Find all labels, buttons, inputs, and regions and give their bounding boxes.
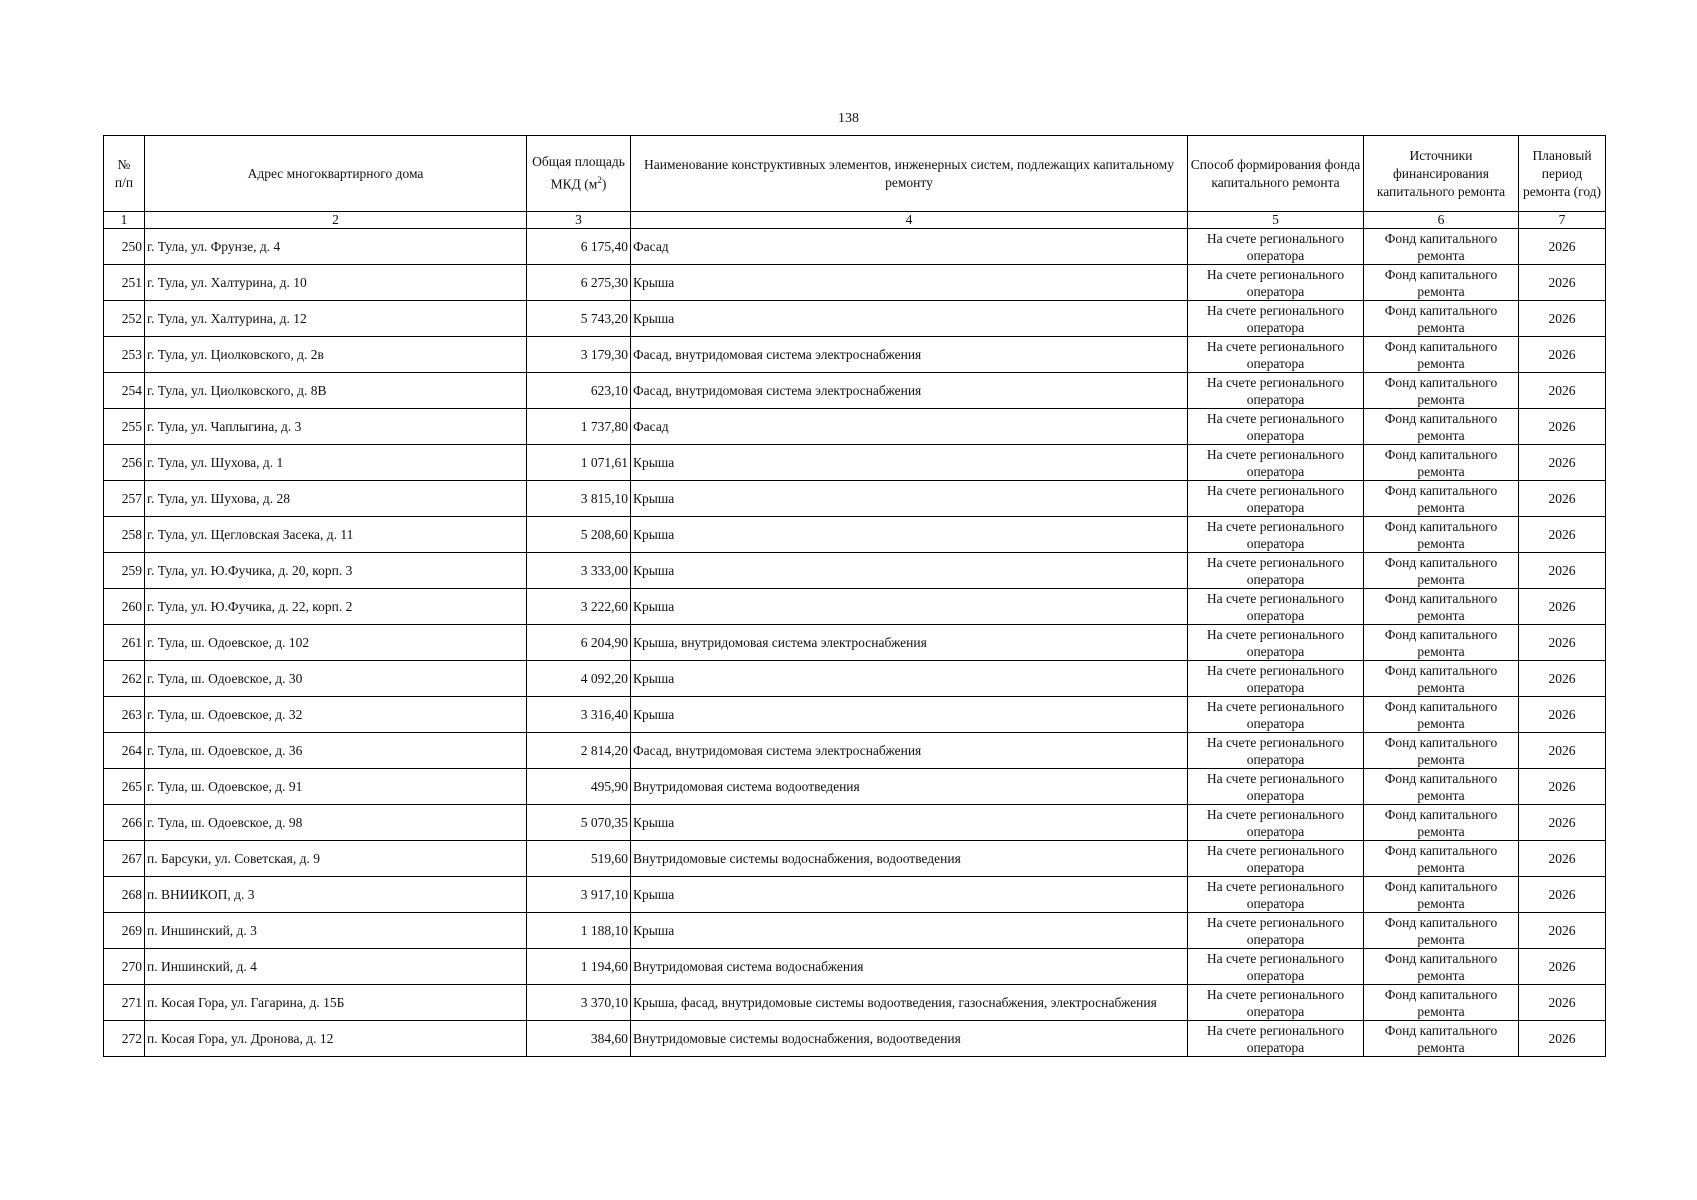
table-row [104,553,1606,589]
row-number: 266 [104,805,145,841]
area-cell: 5 208,60 [527,517,631,553]
address-cell: п. Косая Гора, ул. Дронова, д. 12 [145,1021,527,1057]
funding-source-cell: Фонд капитального ремонта [1364,229,1519,265]
repair-year-cell: 2026 [1519,733,1606,769]
funding-source-cell: Фонд капитального ремонта [1364,913,1519,949]
funding-method-cell: На счете регионального оператора [1188,625,1364,661]
repair-year-cell: 2026 [1519,769,1606,805]
elements-cell: Крыша, внутридомовая система электроснабжения [631,625,1188,661]
address-cell: г. Тула, ул. Фрунзе, д. 4 [145,229,527,265]
elements-cell: Крыша [631,877,1188,913]
column-number: 4 [631,212,1188,229]
header-method: Способ формирования фонда капитального ремонта [1188,136,1364,212]
address-cell: г. Тула, ул. Ю.Фучика, д. 22, корп. 2 [145,589,527,625]
address-cell: п. ВНИИКОП, д. 3 [145,877,527,913]
area-cell: 495,90 [527,769,631,805]
column-numbers-row [104,212,1606,229]
column-number: 1 [104,212,145,229]
funding-method-cell: На счете регионального оператора [1188,877,1364,913]
table-row [104,265,1606,301]
elements-cell: Крыша [631,301,1188,337]
funding-method-cell: На счете регионального оператора [1188,445,1364,481]
elements-cell: Крыша [631,805,1188,841]
funding-source-cell: Фонд капитального ремонта [1364,661,1519,697]
elements-cell: Внутридомовые системы водоснабжения, водоотведения [631,1021,1188,1057]
row-number: 254 [104,373,145,409]
address-cell: г. Тула, ул. Шухова, д. 28 [145,481,527,517]
repair-year-cell: 2026 [1519,841,1606,877]
elements-cell: Крыша [631,697,1188,733]
row-number: 268 [104,877,145,913]
funding-method-cell: На счете регионального оператора [1188,301,1364,337]
row-number: 267 [104,841,145,877]
repair-year-cell: 2026 [1519,625,1606,661]
repair-year-cell: 2026 [1519,517,1606,553]
funding-method-cell: На счете регионального оператора [1188,733,1364,769]
area-cell: 3 333,00 [527,553,631,589]
repair-year-cell: 2026 [1519,445,1606,481]
row-number: 252 [104,301,145,337]
header-address: Адрес многоквартирного дома [145,136,527,212]
elements-cell: Крыша [631,265,1188,301]
table-row [104,913,1606,949]
funding-method-cell: На счете регионального оператора [1188,553,1364,589]
elements-cell: Крыша, фасад, внутридомовые системы водоотведения, газоснабжения, электроснабжения [631,985,1188,1021]
area-cell: 4 092,20 [527,661,631,697]
row-number: 270 [104,949,145,985]
address-cell: г. Тула, ул. Циолковского, д. 8В [145,373,527,409]
funding-source-cell: Фонд капитального ремонта [1364,373,1519,409]
table-row [104,841,1606,877]
funding-source-cell: Фонд капитального ремонта [1364,517,1519,553]
funding-method-cell: На счете регионального оператора [1188,985,1364,1021]
funding-source-cell: Фонд капитального ремонта [1364,877,1519,913]
address-cell: г. Тула, ш. Одоевское, д. 98 [145,805,527,841]
row-number: 259 [104,553,145,589]
repair-year-cell: 2026 [1519,337,1606,373]
column-number: 6 [1364,212,1519,229]
column-number: 3 [527,212,631,229]
funding-source-cell: Фонд капитального ремонта [1364,481,1519,517]
repair-year-cell: 2026 [1519,553,1606,589]
funding-method-cell: На счете регионального оператора [1188,373,1364,409]
funding-source-cell: Фонд капитального ремонта [1364,265,1519,301]
area-cell: 3 316,40 [527,697,631,733]
repair-year-cell: 2026 [1519,697,1606,733]
row-number: 260 [104,589,145,625]
funding-source-cell: Фонд капитального ремонта [1364,805,1519,841]
funding-source-cell: Фонд капитального ремонта [1364,1021,1519,1057]
elements-cell: Фасад, внутридомовая система электроснабжения [631,337,1188,373]
address-cell: г. Тула, ш. Одоевское, д. 32 [145,697,527,733]
funding-method-cell: На счете регионального оператора [1188,589,1364,625]
repair-year-cell: 2026 [1519,985,1606,1021]
area-cell: 1 188,10 [527,913,631,949]
elements-cell: Внутридомовая система водоснабжения [631,949,1188,985]
repair-year-cell: 2026 [1519,913,1606,949]
funding-source-cell: Фонд капитального ремонта [1364,697,1519,733]
repair-year-cell: 2026 [1519,301,1606,337]
header-source: Источники финансирования капитального ремонта [1364,136,1519,212]
elements-cell: Крыша [631,517,1188,553]
elements-cell: Крыша [631,661,1188,697]
address-cell: п. Иншинский, д. 4 [145,949,527,985]
area-cell: 5 070,35 [527,805,631,841]
area-cell: 3 179,30 [527,337,631,373]
table-row [104,805,1606,841]
row-number: 257 [104,481,145,517]
funding-method-cell: На счете регионального оператора [1188,949,1364,985]
repair-year-cell: 2026 [1519,229,1606,265]
elements-cell: Крыша [631,913,1188,949]
elements-cell: Внутридомовые системы водоснабжения, водоотведения [631,841,1188,877]
row-number: 256 [104,445,145,481]
header-num: № п/п [104,136,145,212]
table-row [104,661,1606,697]
area-cell: 5 743,20 [527,301,631,337]
funding-method-cell: На счете регионального оператора [1188,769,1364,805]
address-cell: п. Косая Гора, ул. Гагарина, д. 15Б [145,985,527,1021]
table-row [104,301,1606,337]
table-row [104,985,1606,1021]
address-cell: г. Тула, ш. Одоевское, д. 30 [145,661,527,697]
table-row [104,1021,1606,1057]
area-cell: 1 737,80 [527,409,631,445]
table-row [104,733,1606,769]
elements-cell: Крыша [631,589,1188,625]
table-row [104,409,1606,445]
area-cell: 623,10 [527,373,631,409]
address-cell: г. Тула, ш. Одоевское, д. 36 [145,733,527,769]
table-row [104,481,1606,517]
table-row [104,517,1606,553]
funding-method-cell: На счете регионального оператора [1188,1021,1364,1057]
funding-source-cell: Фонд капитального ремонта [1364,589,1519,625]
funding-source-cell: Фонд капитального ремонта [1364,985,1519,1021]
table-row [104,337,1606,373]
area-cell: 3 222,60 [527,589,631,625]
repair-year-cell: 2026 [1519,265,1606,301]
table-row [104,373,1606,409]
column-number: 2 [145,212,527,229]
funding-source-cell: Фонд капитального ремонта [1364,445,1519,481]
funding-method-cell: На счете регионального оператора [1188,661,1364,697]
column-number: 5 [1188,212,1364,229]
row-number: 255 [104,409,145,445]
row-number: 271 [104,985,145,1021]
repair-year-cell: 2026 [1519,1021,1606,1057]
repair-year-cell: 2026 [1519,949,1606,985]
elements-cell: Фасад [631,229,1188,265]
address-cell: г. Тула, ул. Щегловская Засека, д. 11 [145,517,527,553]
row-number: 264 [104,733,145,769]
funding-method-cell: На счете регионального оператора [1188,517,1364,553]
address-cell: г. Тула, ул. Ю.Фучика, д. 20, корп. 3 [145,553,527,589]
funding-source-cell: Фонд капитального ремонта [1364,733,1519,769]
row-number: 261 [104,625,145,661]
area-cell: 6 275,30 [527,265,631,301]
repair-year-cell: 2026 [1519,409,1606,445]
area-cell: 6 175,40 [527,229,631,265]
area-cell: 6 204,90 [527,625,631,661]
elements-cell: Крыша [631,445,1188,481]
elements-cell: Фасад, внутридомовая система электроснабжения [631,373,1188,409]
row-number: 251 [104,265,145,301]
elements-cell: Фасад, внутридомовая система электроснабжения [631,733,1188,769]
address-cell: г. Тула, ш. Одоевское, д. 91 [145,769,527,805]
funding-method-cell: На счете регионального оператора [1188,229,1364,265]
row-number: 265 [104,769,145,805]
address-cell: г. Тула, ш. Одоевское, д. 102 [145,625,527,661]
funding-method-cell: На счете регионального оператора [1188,265,1364,301]
area-cell: 3 815,10 [527,481,631,517]
address-cell: г. Тула, ул. Халтурина, д. 10 [145,265,527,301]
funding-source-cell: Фонд капитального ремонта [1364,625,1519,661]
funding-method-cell: На счете регионального оператора [1188,841,1364,877]
table-row [104,589,1606,625]
funding-method-cell: На счете регионального оператора [1188,913,1364,949]
repair-year-cell: 2026 [1519,373,1606,409]
area-cell: 3 370,10 [527,985,631,1021]
address-cell: г. Тула, ул. Халтурина, д. 12 [145,301,527,337]
repair-year-cell: 2026 [1519,481,1606,517]
funding-source-cell: Фонд капитального ремонта [1364,553,1519,589]
repair-program-table [103,135,1606,1057]
elements-cell: Крыша [631,481,1188,517]
row-number: 253 [104,337,145,373]
funding-source-cell: Фонд капитального ремонта [1364,301,1519,337]
table-row [104,445,1606,481]
area-cell: 2 814,20 [527,733,631,769]
table-row [104,949,1606,985]
header-elements: Наименование конструктивных элементов, инженерных систем, подлежащих капитальному ремонту [631,136,1188,212]
table-body [104,229,1606,1057]
elements-cell: Внутридомовая система водоотведения [631,769,1188,805]
area-cell: 3 917,10 [527,877,631,913]
funding-source-cell: Фонд капитального ремонта [1364,769,1519,805]
table-row [104,697,1606,733]
elements-cell: Крыша [631,553,1188,589]
column-number: 7 [1519,212,1606,229]
area-cell: 1 071,61 [527,445,631,481]
address-cell: г. Тула, ул. Шухова, д. 1 [145,445,527,481]
table-row [104,229,1606,265]
row-number: 263 [104,697,145,733]
funding-source-cell: Фонд капитального ремонта [1364,337,1519,373]
funding-source-cell: Фонд капитального ремонта [1364,841,1519,877]
header-area: Общая площадь МКД $(м^2)$ [527,136,631,212]
area-cell: 519,60 [527,841,631,877]
address-cell: п. Барсуки, ул. Советская, д. 9 [145,841,527,877]
row-number: 272 [104,1021,145,1057]
row-number: 258 [104,517,145,553]
address-cell: г. Тула, ул. Циолковского, д. 2в [145,337,527,373]
header-period: Плановый период ремонта (год) [1519,136,1606,212]
repair-year-cell: 2026 [1519,661,1606,697]
elements-cell: Фасад [631,409,1188,445]
area-cell: 1 194,60 [527,949,631,985]
funding-method-cell: На счете регионального оператора [1188,481,1364,517]
row-number: 269 [104,913,145,949]
table-row [104,769,1606,805]
address-cell: п. Иншинский, д. 3 [145,913,527,949]
repair-year-cell: 2026 [1519,877,1606,913]
table-row [104,625,1606,661]
funding-method-cell: На счете регионального оператора [1188,337,1364,373]
repair-year-cell: 2026 [1519,589,1606,625]
repair-year-cell: 2026 [1519,805,1606,841]
address-cell: г. Тула, ул. Чаплыгина, д. 3 [145,409,527,445]
funding-method-cell: На счете регионального оператора [1188,697,1364,733]
area-cell: 384,60 [527,1021,631,1057]
row-number: 262 [104,661,145,697]
funding-source-cell: Фонд капитального ремонта [1364,949,1519,985]
funding-source-cell: Фонд капитального ремонта [1364,409,1519,445]
table-header-row [104,136,1606,212]
table-row [104,877,1606,913]
row-number: 250 [104,229,145,265]
funding-method-cell: На счете регионального оператора [1188,805,1364,841]
page-number: 138 [838,111,859,126]
funding-method-cell: На счете регионального оператора [1188,409,1364,445]
